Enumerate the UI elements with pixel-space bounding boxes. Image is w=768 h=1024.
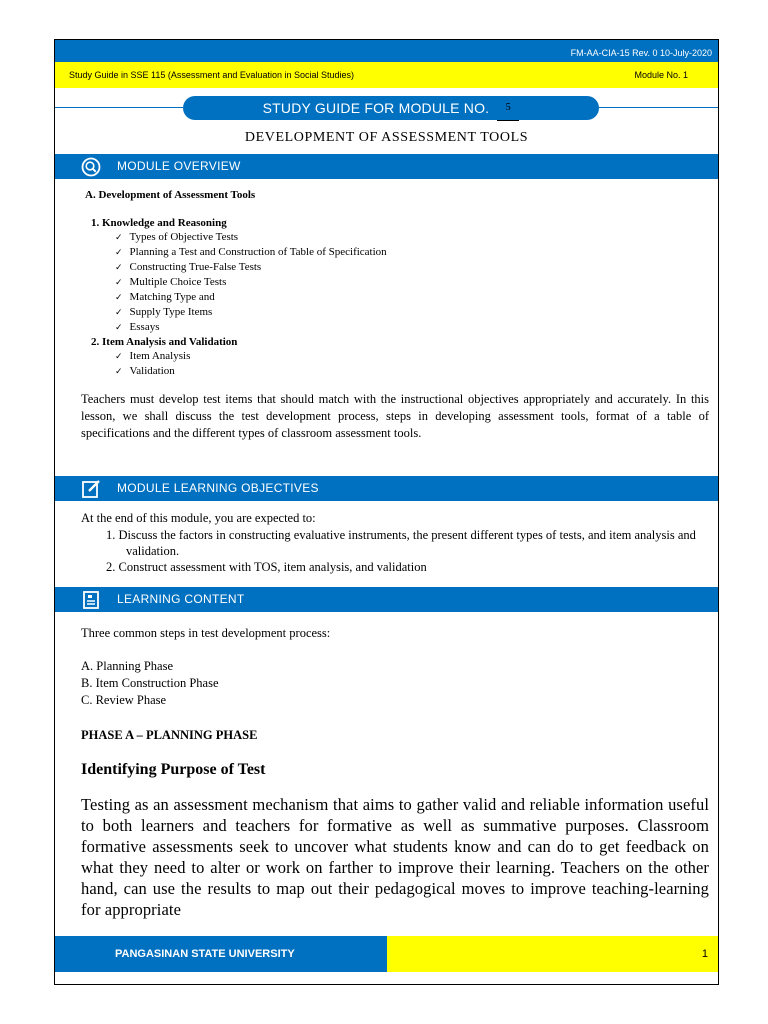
learning-objectives-title: MODULE LEARNING OBJECTIVES bbox=[117, 481, 319, 495]
list-item: 1. Discuss the factors in constructing evaluative instruments, the present different types of tests, and item analysis and validation. bbox=[106, 528, 696, 558]
learning-content-body bbox=[81, 625, 709, 920]
study-guide-title-pill bbox=[183, 96, 599, 120]
section-subheading: Identifying Purpose of Test bbox=[81, 761, 266, 778]
edit-pencil-icon bbox=[81, 479, 101, 499]
magnifier-icon bbox=[81, 157, 101, 177]
list-item: B. Item Construction Phase bbox=[81, 676, 219, 690]
learning-content-title: LEARNING CONTENT bbox=[117, 592, 245, 606]
footer-page-bar bbox=[387, 936, 719, 972]
content-intro: Three common steps in test development process: bbox=[81, 626, 331, 640]
module-overview-header bbox=[55, 154, 718, 179]
list-item: ✓ Validation bbox=[81, 364, 709, 379]
list-item: ✓ Types of Objective Tests bbox=[81, 230, 709, 245]
list-item: ✓ Item Analysis bbox=[81, 349, 709, 364]
list-item: ✓ Supply Type Items bbox=[81, 305, 709, 320]
list-item: 2. Construct assessment with TOS, item analysis, and validation bbox=[106, 560, 427, 574]
content-paragraph: Testing as an assessment mechanism that aims to gather valid and reliable information useful to both learners and teachers for formative as well as summative purposes. Classroom formative assessments seek to uncover what students know and can do to get feedback on what they need to alter or work on farther to improve their learning. Teachers on the other hand, can use the results to map out their pedagogical moves to improve teaching-learning for appropriate bbox=[81, 795, 709, 919]
learning-objectives-header bbox=[55, 476, 718, 501]
list-item: ✓ Multiple Choice Tests bbox=[81, 275, 709, 290]
objectives-content bbox=[81, 510, 709, 575]
list-item: ✓ Planning a Test and Construction of Table of Specification bbox=[81, 245, 709, 260]
overview-section-a: A. Development of Assessment Tools bbox=[85, 189, 256, 201]
university-name: PANGASINAN STATE UNIVERSITY bbox=[115, 948, 295, 960]
list-item: ✓ Matching Type and bbox=[81, 290, 709, 305]
study-guide-title: STUDY GUIDE FOR MODULE NO. bbox=[262, 100, 490, 116]
overview-item-1: 1. Knowledge and Reasoning bbox=[91, 217, 227, 229]
course-title: Study Guide in SSE 115 (Assessment and Evaluation in Social Studies) bbox=[69, 70, 354, 80]
page-number: 1 bbox=[701, 948, 708, 960]
document-title: DEVELOPMENT OF ASSESSMENT TOOLS bbox=[244, 130, 529, 145]
module-overview-title: MODULE OVERVIEW bbox=[117, 159, 241, 173]
objectives-intro: At the end of this module, you are expected to: bbox=[81, 511, 316, 525]
learning-content-header bbox=[55, 587, 718, 612]
module-number: 5 bbox=[497, 96, 519, 121]
document-icon bbox=[81, 590, 101, 610]
list-item: ✓ Constructing True-False Tests bbox=[81, 260, 709, 275]
phase-a-title: PHASE A – PLANNING PHASE bbox=[81, 728, 258, 742]
form-code-bar bbox=[55, 40, 718, 62]
list-item: C. Review Phase bbox=[81, 693, 167, 707]
overview-content bbox=[81, 188, 709, 442]
module-number-label: Module No. 1 bbox=[634, 70, 688, 80]
form-code: FM-AA-CIA-15 Rev. 0 10-July-2020 bbox=[570, 48, 712, 58]
overview-item-2: 2. Item Analysis and Validation bbox=[91, 336, 238, 348]
study-guide-page bbox=[54, 39, 719, 985]
overview-paragraph: Teachers must develop test items that should match with the instructional objectives appropriately and accurately. In this lesson, we shall discuss the test development process, steps in developing assessment tools, format of a table of specifications and the different types of classroom assessment tools. bbox=[81, 392, 709, 440]
course-bar bbox=[55, 62, 718, 88]
list-item: A. Planning Phase bbox=[81, 659, 174, 673]
footer-university-bar bbox=[55, 936, 387, 972]
list-item: ✓ Essays bbox=[81, 320, 709, 335]
